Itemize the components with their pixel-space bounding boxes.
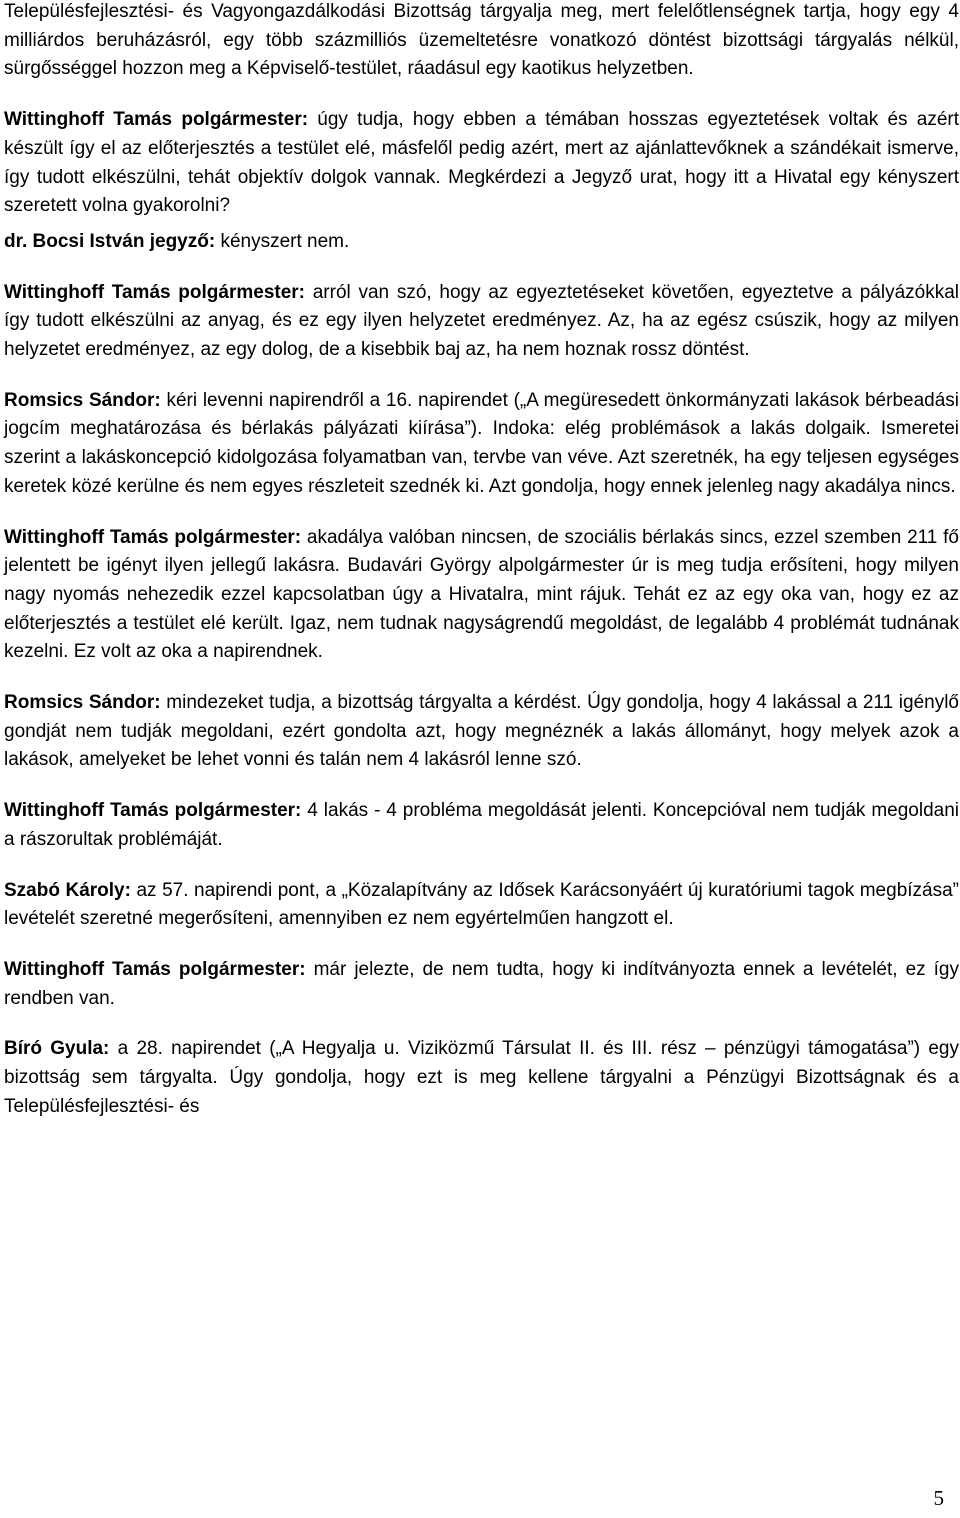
speaker-name: Wittinghoff Tamás polgármester: [4, 800, 302, 822]
paragraph-text: arról van szó, hogy az egyeztetéseket követően, egyeztetve a pályázókkal így tudott elkészülni az anyag, és ez egy ilyen helyzetet eredményez. Az, ha az egész csúszik, hogy az milyen helyzetet eredményez, az egy dolog, de a kisebbik baj az, ha nem hoznak rossz döntést. [4, 281, 959, 361]
paragraph-8 [4, 797, 959, 854]
paragraph-text: a 28. napirendet („A Hegyalja u. Viziközmű Társulat II. és III. rész – pénzügyi támogatása”) egy bizottság sem tárgyalta. Úgy gondolja, hogy ezt is meg kellene tárgyalni a Pénzügyi Bizottságnak és a Településfejlesztési- és [4, 1038, 959, 1117]
paragraph-text: Településfejlesztési- és Vagyongazdálkodási Bizottság tárgyalja meg, mert felelőtlenségnek tartja, hogy egy 4 milliárdos beruházásról, egy több százmilliós üzemeltetésre vonatkozó döntést bizottsági tárgyalás nélkül, sürgősséggel hozzon meg a Képviselő-testület, ráadásul egy kaotikus helyzetben. [4, 1, 959, 80]
paragraph-6 [4, 524, 959, 668]
speaker-name: dr. Bocsi István jegyző: [4, 230, 216, 252]
paragraph-2 [4, 106, 959, 221]
paragraph-text: mindezeket tudja, a bizottság tárgyalta a kérdést. Úgy gondolja, hogy 4 lakással a 211 igénylő gondját nem tudják megoldani, ezért gondolta azt, hogy megnéznék a lakás állományt, hogy melyek azok a lakások, amelyeket be lehet vonni és talán nem 4 lakásról lenne szó. [4, 692, 959, 771]
paragraph-text: kényszert nem. [215, 230, 350, 252]
paragraph-5 [4, 387, 959, 502]
speaker-name: Romsics Sándor: [4, 389, 161, 411]
page-number: 5 [933, 1486, 944, 1510]
paragraph-7 [4, 689, 959, 775]
speaker-name: Romsics Sándor: [4, 692, 161, 714]
paragraph-11 [4, 1035, 959, 1121]
speaker-name: Bíró Gyula: [4, 1038, 110, 1060]
speaker-name: Wittinghoff Tamás polgármester: [4, 281, 306, 303]
paragraph-4 [4, 279, 959, 365]
paragraph-1 [4, 0, 959, 84]
paragraph-text: akadálya valóban nincsen, de szociális bérlakás sincs, ezzel szemben 211 fő jelentett be igényt ilyen jellegű lakásra. Budavári György alpolgármester úr is meg tudja erősíteni, hogy milyen nagy nyomás nehezedik ezzel kapcsolatban úgy a Hivatalra, mint rájuk. Tehát ez az egy oka van, hogy ez az előterjesztés a testület elé került. Igaz, nem tudnak nagyságrendű megoldást, de legalább 4 problémát tudnának kezelni. Ez volt az oka a napirendnek. [4, 526, 959, 663]
speaker-name: Wittinghoff Tamás polgármester: [4, 526, 302, 548]
speaker-name: Szabó Károly: [4, 879, 131, 901]
speaker-name: Wittinghoff Tamás polgármester: [4, 109, 309, 131]
speaker-name: Wittinghoff Tamás polgármester: [4, 958, 306, 980]
paragraph-text: úgy tudja, hogy ebben a témában hosszas egyeztetések voltak és azért készült így el az előterjesztés a testület elé, másfelől pedig azért, mert az ajánlattevőknek a szándékait ismerve, így tudott elkészülni, tehát objektív dolgok vannak. Megkérdezi a Jegyző urat, hogy itt a Hivatal egy kényszert szeretett volna gyakorolni? [4, 109, 959, 217]
paragraph-text: az 57. napirendi pont, a „Közalapítvány az Idősek Karácsonyáért új kuratóriumi tagok megbízása” levételét szeretné megerősíteni, amennyiben ez nem egyértelműen hangzott el. [4, 879, 959, 930]
paragraph-text: már jelezte, de nem tudta, hogy ki indítványozta ennek a levételét, ez így rendben van. [4, 958, 959, 1009]
paragraph-10 [4, 956, 959, 1013]
paragraph-3 [4, 228, 959, 257]
paragraph-text: 4 lakás - 4 probléma megoldását jelenti. Koncepcióval nem tudják megoldani a rászorultak problémáját. [4, 800, 960, 850]
paragraph-text: kéri levenni napirendről a 16. napirendet („A megüresedett önkormányzati lakások bérbeadási jogcím meghatározása és bérlakás pályázati kiírása”). Indoka: elég problémások a lakás dolgaik. Ismeretei szerint a lakáskoncepció kidolgozása folyamatban van, tervbe van véve. Azt szeretnék, ha egy teljesen egységes keretek közé kerülne és nem egyes részleteit szednék ki. Azt gondolja, hogy ennek jelenleg nagy akadálya nincs. [4, 389, 960, 497]
paragraph-9 [4, 877, 959, 934]
document-page [4, 0, 959, 1122]
